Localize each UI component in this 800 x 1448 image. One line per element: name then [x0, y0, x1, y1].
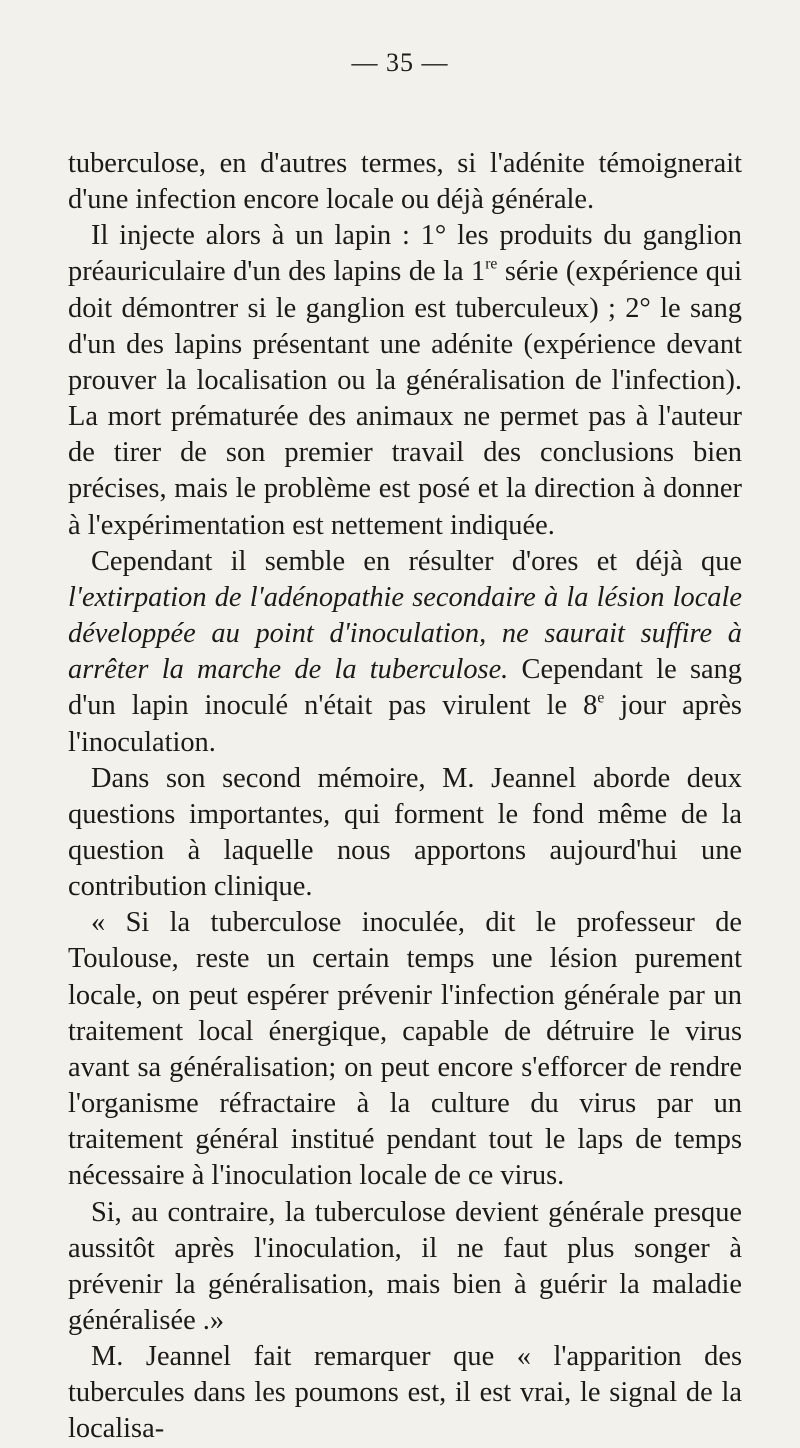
paragraph-4: Dans son second mémoire, M. Jeannel aborde deux questions importantes, qui forment le fond même de la question à laquelle nous apportons aujourd'hui une contribution clinique. — [68, 762, 742, 903]
body-text — [68, 146, 742, 1448]
paragraph-2-text-a: Il injecte alors à un lapin : 1° les produits du ganglion préauriculaire d'un des lapins de la 1 — [68, 220, 742, 288]
paragraph-2-text-b: série (expérience qui doit démontrer si le ganglion est tuberculeux) ; 2° le sang d'un des lapins présentant une adénite (expérience devant prouver la localisation ou la généralisation de l'infection). La mort prématurée des animaux ne permet pas à l'auteur de tirer de son premier travail des conclusions bien précises, mais le problème est posé et la direction à donner à l'expérimentation est nettement indiquée. — [68, 256, 742, 541]
paragraph-3-text-a: Cependant il semble en résulter d'ores et déjà que — [91, 545, 742, 577]
paragraph-6-quote: Si, au contraire, la tuberculose devient générale presque aussitôt après l'inoculation, il ne faut plus songer à prévenir la généralisation, mais bien à guérir la maladie généralisée .» — [68, 1196, 742, 1336]
italic-conclusion: l'extirpation de l'adénopathie secondaire à la lésion locale développée au point d'inoculation, ne saurait suffire à arrêter la marche de la tuberculose. — [68, 581, 742, 686]
page-number: — 35 — — [351, 48, 449, 77]
paragraph-5-quote: « Si la tuberculose inoculée, dit le professeur de Toulouse, reste un certain temps une lésion purement locale, on peut espérer prévenir l'infection générale par un traitement local énergique, capable de détruire le virus avant sa généralisation; on peut encore s'efforcer de rendre l'organisme réfractaire à la culture du virus par un traitement général institué pendant tout le laps de temps nécessaire à l'inoculation locale de ce virus. — [68, 907, 742, 1192]
paragraph-7: M. Jeannel fait remarquer que « l'apparition des tubercules dans les poumons est, il est vrai, le signal de la localisa- — [68, 1341, 742, 1445]
paragraph-1: tuberculose, en d'autres termes, si l'adénite témoignerait d'une infection encore locale ou déjà générale. — [68, 148, 742, 216]
paragraph-3-text-c: jour après l'inoculation. — [68, 690, 742, 758]
superscript-e: e — [597, 689, 605, 707]
paragraph-3 — [68, 544, 742, 761]
paragraph-2 — [68, 218, 742, 543]
paragraph-3-text-b: Cependant le sang d'un lapin inoculé n'était pas virulent le 8 — [68, 654, 742, 722]
superscript-re: re — [485, 255, 498, 273]
